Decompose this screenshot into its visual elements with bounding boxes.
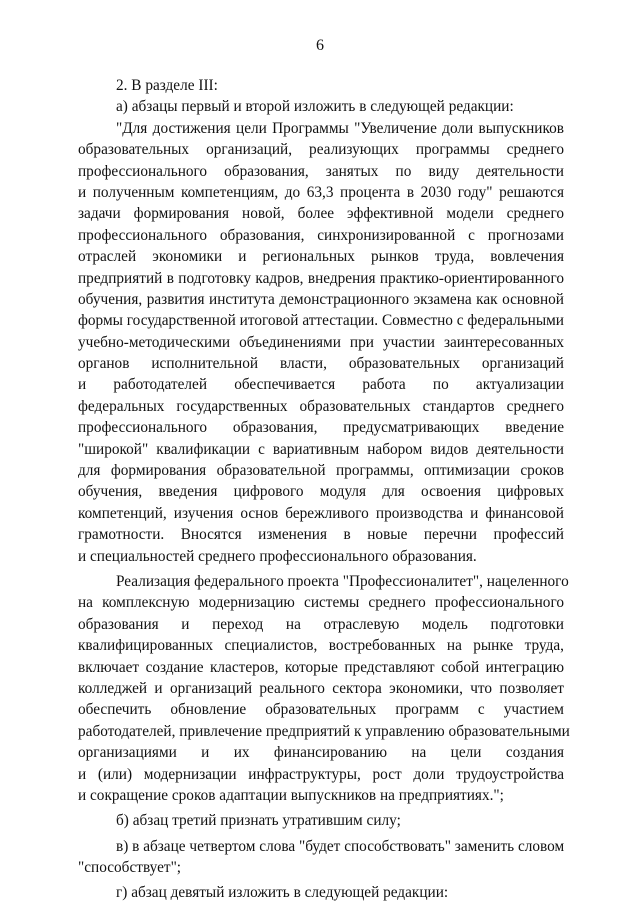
text-line: образовательных организаций, реализующих программы среднего [78, 141, 564, 159]
text-line: обеспечить обновление образовательных программ с участием [78, 701, 564, 719]
text-line: "широкой" квалификации с вариативным набором видов деятельности [78, 440, 564, 458]
text-line: компетенций, изучения основ бережливого производства и финансовой [78, 504, 564, 522]
text-line: и сокращение сроков адаптации выпускников на предприятиях."; [78, 786, 504, 804]
text-line: в) в абзаце четвертом слова "будет способствовать" заменить словом [116, 837, 565, 855]
text-line: "способствует"; [78, 859, 182, 877]
text-line: квалифицированных специалистов, востребованных на рынке труда, [78, 637, 564, 655]
text-line: на комплексную модернизацию системы среднего профессионального [78, 594, 564, 612]
text-line: учебно-методическими объединениями при участии заинтересованных [78, 333, 564, 351]
text-line: грамотности. Вносятся изменения в новые перечни профессий [78, 526, 564, 544]
text-line: организациями и их финансированию на цели создания [78, 744, 564, 762]
text-line: задачи формирования новой, более эффективной модели среднего [78, 205, 564, 223]
text-line: обучения, развития института демонстрационного экзамена как основной [78, 290, 564, 308]
text-line: работодателей, привлечение предприятий к управлению образовательными [78, 722, 570, 740]
text-line: для формирования образовательной программы, оптимизации сроков [78, 462, 564, 480]
text-line: г) абзац девятый изложить в следующей редакции: [116, 884, 449, 902]
text-line: предприятий в подготовку кадров, внедрения практико-ориентированного [78, 269, 564, 287]
text-line: органов исполнительной власти, образовательных организаций [78, 355, 564, 373]
text-line: профессионального образования, предусматривающих введение [78, 419, 564, 437]
text-line: обучения, введения цифрового модуля для освоения цифровых [78, 483, 564, 501]
text-line: и полученным компетенциям, до 63,3 процента в 2030 году" решаются [78, 183, 564, 201]
text-line: "Для достижения цели Программы "Увеличение доли выпускников [116, 119, 564, 137]
text-line: включает создание кластеров, которые представляют собой интеграцию [78, 658, 564, 676]
text-line: и работодателей обеспечивается работа по актуализации [78, 376, 564, 394]
text-line: а) абзацы первый и второй изложить в следующей редакции: [116, 98, 514, 116]
text-line: и специальностей среднего профессионального образования. [78, 547, 477, 565]
text-line: федеральных государственных образовательных стандартов среднего [78, 397, 564, 415]
text-line: Реализация федерального проекта "Профессионалитет", нацеленного [116, 572, 569, 590]
text-line: формы государственной итоговой аттестации. Совместно с федеральными [78, 312, 564, 330]
text-line: колледжей и организаций реального сектора экономики, что позволяет [78, 679, 564, 697]
body-text [78, 75, 570, 904]
text-line: профессионального образования, занятых по виду деятельности [78, 162, 564, 180]
text-line: отраслей экономики и региональных рынков труда, вовлечения [78, 248, 564, 266]
text-line: образования и переход на отраслевую модель подготовки [78, 615, 564, 633]
page-number: 6 [316, 37, 324, 54]
text-line: б) абзац третий признать утратившим силу; [116, 812, 401, 830]
text-line: 2. В разделе III: [116, 77, 218, 94]
text-line: профессионального образования, синхронизированной с прогнозами [78, 226, 564, 244]
text-line: и (или) модернизации инфраструктуры, рост доли трудоустройства [78, 765, 564, 783]
